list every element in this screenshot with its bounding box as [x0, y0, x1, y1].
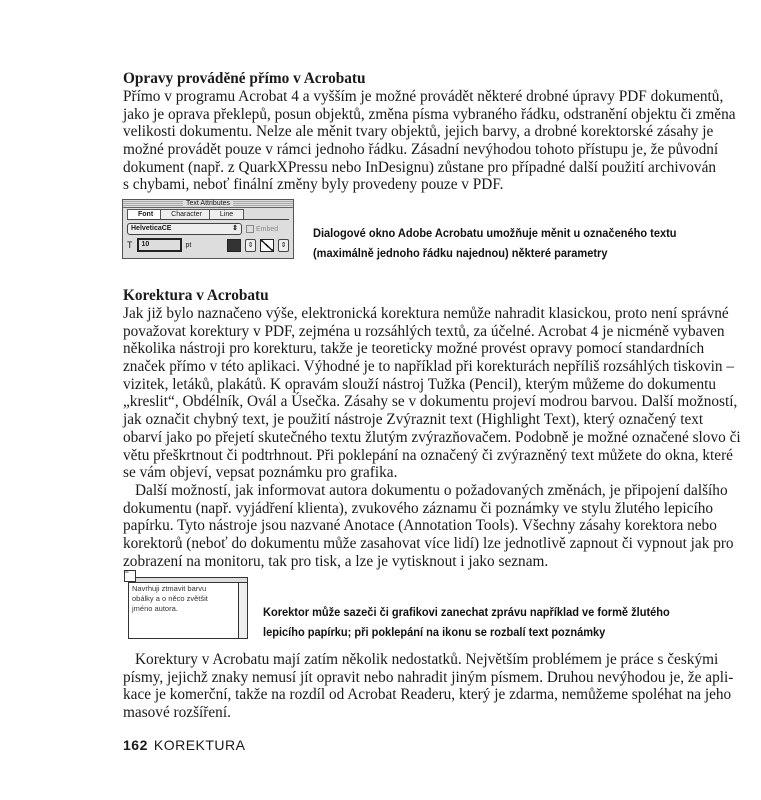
- section-heading: Korektura v Acrobatu: [123, 287, 269, 304]
- caption-line: lepicího papírku; při poklepání na ikonu se rozbalí text poznámky: [263, 625, 606, 639]
- text-line: obarví jako po přejetí skutečného textu žlutým zvýrazňovačem. Podobně je možné označené slovo či: [123, 428, 741, 446]
- text-line: masové rozšíření.: [123, 704, 231, 722]
- page-footer: [123, 737, 245, 753]
- text-line: vizitek, letáků, plakátů. K opravám slouží nástroj Tužka (Pencil), kterým můžeme do dokumentu: [123, 375, 717, 393]
- page-number: 162: [123, 737, 148, 753]
- figure-caption: [263, 602, 670, 642]
- text-line: zobrazení na monitoru, tak pro tisk, a lze je vytisknout i jako seznam.: [123, 552, 549, 570]
- note-line: jméno autora.: [132, 604, 178, 613]
- note-icon: ≡: [124, 570, 136, 582]
- fill-color-stepper-icon: ⇕: [245, 239, 256, 252]
- chapter-name: KOREKTURA: [153, 737, 246, 753]
- text-line: jako je oprava překlepů, posun objektů, změna písma vybraného řádku, odstranění objektu či změna: [123, 105, 736, 123]
- text-line: písmy, jejichž znaky nemusí jít opravit nebo nahradit jiným písmem. Druhou nevýhodou je, že apli-: [123, 668, 734, 686]
- fill-color-swatch: [227, 239, 241, 252]
- text-line: několika nástroji pro korekturu, takže je teoreticky možné provést opravy pomocí standardních: [123, 340, 705, 358]
- text-line: s chybami, neboť finální změny byly provedeny pouze v PDF.: [123, 176, 504, 194]
- font-size-icon: T: [127, 240, 133, 250]
- stroke-none-swatch: [260, 239, 274, 252]
- text-line: dokument (např. z QuarkXPressu nebo InDesignu) zůstane pro případné další použití archivován: [123, 158, 717, 176]
- section-korektura: [123, 287, 741, 570]
- text-line: Další možností, jak informovat autora dokumentu o požadovaných změnách, je připojení dalšího: [135, 481, 728, 499]
- text-line: možné provádět pouze v rámci jednoho řádku. Zásadní nevýhodou tohoto přístupu je, že původní: [123, 141, 719, 159]
- section-opravy: [123, 70, 736, 194]
- section-heading: Opravy prováděné přímo v Acrobatu: [123, 70, 366, 87]
- text-line: kace je komerční, takže na rozdíl od Acrobat Readeru, který je zdarma, nemůžeme spoléhat na jeho: [123, 686, 732, 704]
- text-line: Korektury v Acrobatu mají zatím několik nedostatků. Největším problémem je práce s českými: [135, 651, 719, 668]
- tab-character: Character: [160, 209, 213, 219]
- note-line: obálky a o něco zvětšit: [132, 594, 208, 603]
- text-attributes-dialog-figure: [122, 199, 294, 259]
- text-line: velikosti dokumentu. Nelze ale měnit tvary objektů, jejich barvy, a drobné korektorské zásahy je: [123, 123, 714, 141]
- figure-caption: [313, 223, 677, 263]
- unit-label: pt: [185, 241, 192, 249]
- section-nedostatky: [123, 651, 734, 722]
- note-line: Navrhuji ztmavit barvu: [132, 584, 207, 593]
- text-line: Jak již bylo naznačeno výše, elektronická korektura nemůže nahradit klasickou, proto není správné: [123, 305, 729, 322]
- dialog-title: Text Attributes: [183, 200, 233, 207]
- tab-font: Font: [127, 209, 164, 219]
- note-text: [129, 583, 230, 615]
- caption-line: Dialogové okno Adobe Acrobatu umožňuje měnit u označeného textu: [313, 226, 677, 240]
- font-select: HelveticaCE ⇕: [127, 223, 242, 235]
- text-line: dokumentu (např. vyjádření klienta), zvukového záznamu či poznámky ve stylu žlutého lepicího: [123, 499, 714, 517]
- dialog-title-bar: [123, 200, 293, 208]
- embed-checkbox: [246, 225, 278, 233]
- checkbox-icon: [246, 225, 254, 233]
- annotation-note-figure: [128, 577, 248, 639]
- font-size-field: 10: [137, 238, 182, 252]
- text-line: se vám objeví, vepsat poznámku pro grafika.: [123, 464, 398, 482]
- text-line: Přímo v programu Acrobat 4 a vyšším je možné provádět některé drobné úpravy PDF dokumentů,: [123, 88, 724, 105]
- text-line: korektorů (neboť do dokumentu může zasahovat více lidí) lze jednotlivě zapnout či vypnout jak pro: [123, 534, 734, 552]
- text-line: jak označit chybný text, je použití nástroje Zvýraznit text (Highlight Text), který označený text: [123, 411, 704, 429]
- tab-line: Line: [209, 209, 244, 219]
- text-line: papírku. Tyto nástroje jsou nazvané Anotace (Annotation Tools). Všechny zásahy korektora nebo: [123, 517, 717, 535]
- note-scrollbar: [238, 583, 247, 638]
- embed-label: Embed: [256, 225, 279, 233]
- text-line: „kreslit“, Obdélník, Ovál a Úsečka. Zásahy se v dokumentu projeví modrou barvou. Další možností,: [123, 393, 738, 411]
- caption-line: (maximálně jednoho řádku najednou) některé parametry: [313, 246, 608, 260]
- text-line: značek přímo v této aplikaci. Výhodné je to například při korekturách nepříliš rozsáhlých tiskovin –: [123, 358, 734, 376]
- text-line: považovat korektury v PDF, zejména u rozsáhlých textů, za účelné. Acrobat 4 je nicméně vybaven: [123, 322, 725, 340]
- stroke-color-stepper-icon: ⇕: [278, 239, 289, 252]
- text-line: větu přeškrtnout či podtrhnout. Při poklepání na označený či zvýrazněný text můžete do okna, které: [123, 446, 733, 464]
- caption-line: Korektor může sazeči či grafikovi zanechat zprávu například ve formě žlutého: [263, 605, 670, 619]
- dialog-tabs: [127, 209, 289, 220]
